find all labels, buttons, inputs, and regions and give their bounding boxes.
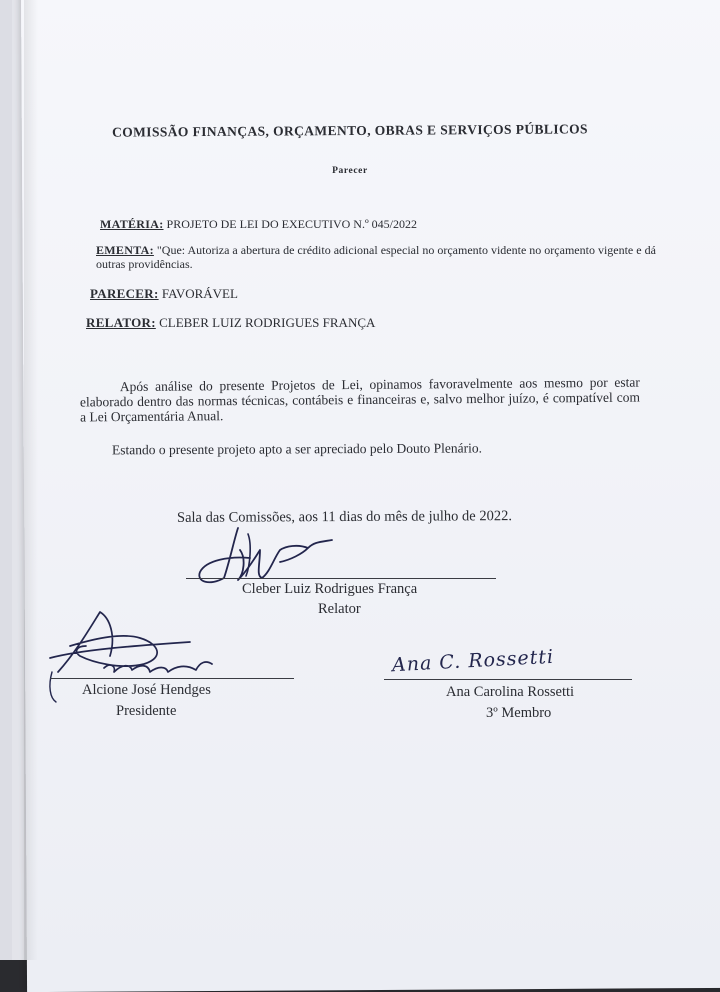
materia-value: PROJETO DE LEI DO EXECUTIVO N.º 045/2022 [166,217,417,231]
materia-field [100,217,417,231]
relator-name: Cleber Luiz Rodrigues França [242,581,418,597]
parecer-value: FAVORÁVEL [161,286,238,301]
presidente-signature-line [50,678,294,679]
ementa-label: EMENTA: [96,243,154,257]
date-line: Sala das Comissões, aos 11 dias do mês de julho de 2022. [176,508,512,526]
parecer-field [90,287,238,301]
relator-signature [190,520,340,590]
relator-label: RELATOR: [86,315,156,330]
membro-signature-line [384,679,632,680]
document-type: Parecer [332,166,368,176]
body-paragraph-analysis: Após análise do presente Projetos de Lei, opinamos favoravelmente aos mesmo por estar elaborado dentro das normas técnicas, contábeis e financeiras e, salvo melhor juízo, é compatível com a Lei Orçamentária Anual. [79,374,641,425]
relator-field [86,316,375,330]
presidente-name: Alcione José Hendges [82,682,211,698]
membro-handwritten-signature: Ana C. Rossetti [391,645,555,677]
presidente-role: Presidente [116,703,177,719]
parecer-label: PARECER: [90,286,159,301]
relator-value: CLEBER LUIZ RODRIGUES FRANÇA [159,315,376,330]
ementa-value: "Que: Autoriza a abertura de crédito adicional especial no orçamento vidente no orçamento vigente e dá outras providências. [96,243,656,271]
membro-role: 3º Membro [486,705,552,721]
relator-signature-line [186,578,496,579]
membro-name: Ana Carolina Rossetti [446,684,575,700]
relator-role: Relator [318,601,361,617]
commission-title: COMISSÃO FINANÇAS, ORÇAMENTO, OBRAS E SERVIÇOS PÚBLICOS [112,121,588,140]
body-paragraph-conclusion: Estando o presente projeto apto a ser apreciado pelo Douto Plenário. [111,440,483,458]
ementa-field [96,243,656,271]
materia-label: MATÉRIA: [100,217,164,231]
